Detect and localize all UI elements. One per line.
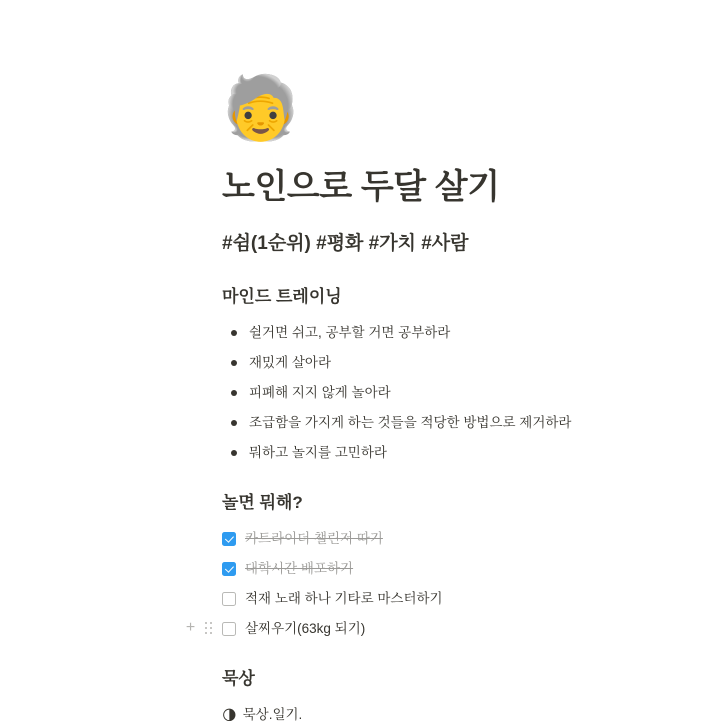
list-item-label: 뭐하고 놀지를 고민하라 bbox=[249, 444, 387, 460]
checkbox-icon[interactable] bbox=[222, 532, 236, 546]
add-block-button[interactable]: + bbox=[185, 618, 196, 636]
todo-item-label: 대학시간 배포하기 bbox=[245, 560, 354, 576]
list-item[interactable] bbox=[222, 443, 642, 463]
list-item-label: 피폐해 지지 않게 놀아라 bbox=[249, 384, 391, 400]
list-item-label: 쉴거면 쉬고, 공부할 거면 공부하라 bbox=[249, 324, 451, 340]
todo-item[interactable] bbox=[222, 559, 642, 579]
todo-item[interactable] bbox=[222, 589, 642, 609]
block-controls bbox=[184, 620, 213, 636]
drag-handle-icon[interactable] bbox=[203, 620, 213, 635]
bullet-dot-icon bbox=[231, 450, 237, 456]
checkbox-icon[interactable] bbox=[222, 592, 236, 606]
list-item[interactable] bbox=[222, 353, 642, 373]
page-tagline[interactable]: #쉼(1순위) #평화 #가치 #사람 bbox=[222, 232, 469, 254]
page-title[interactable]: 노인으로 두달 살기 bbox=[222, 168, 500, 206]
meditation-text: 묵상.일기. bbox=[242, 707, 303, 723]
list-item[interactable] bbox=[222, 323, 642, 343]
list-item[interactable] bbox=[222, 383, 642, 403]
todo-list-play bbox=[185, 529, 642, 639]
list-item-label: 조급함을 가지게 하는 것들을 적당한 방법으로 제거하라 bbox=[249, 414, 572, 430]
bullet-list-mind-training bbox=[222, 323, 642, 463]
todo-item-label: 살찌우기(63kg 되기) bbox=[245, 620, 366, 636]
checkbox-icon[interactable] bbox=[222, 622, 236, 636]
page-content bbox=[185, 0, 642, 725]
todo-item[interactable] bbox=[222, 529, 642, 549]
list-item-label: 재밌게 살아라 bbox=[249, 354, 331, 370]
bullet-dot-icon bbox=[231, 390, 237, 396]
section-heading-play[interactable]: 놀면 뭐해? bbox=[222, 492, 303, 512]
section-heading-meditation[interactable]: 묵상 bbox=[222, 668, 255, 688]
todo-item-label: 카트라이더 챌린저 따기 bbox=[245, 530, 383, 546]
moon-emoji: 🌗 bbox=[222, 707, 237, 724]
older-person-emoji[interactable]: 🧓 bbox=[222, 74, 300, 143]
meditation-line[interactable] bbox=[222, 705, 642, 725]
todo-item-label: 적재 노래 하나 기타로 마스터하기 bbox=[245, 590, 443, 606]
todo-item[interactable] bbox=[185, 618, 642, 639]
bullet-dot-icon bbox=[231, 360, 237, 366]
section-heading-mind-training[interactable]: 마인드 트레이닝 bbox=[222, 286, 342, 306]
bullet-dot-icon bbox=[231, 420, 237, 426]
bullet-dot-icon bbox=[231, 330, 237, 336]
checkbox-icon[interactable] bbox=[222, 562, 236, 576]
list-item[interactable] bbox=[222, 413, 642, 433]
